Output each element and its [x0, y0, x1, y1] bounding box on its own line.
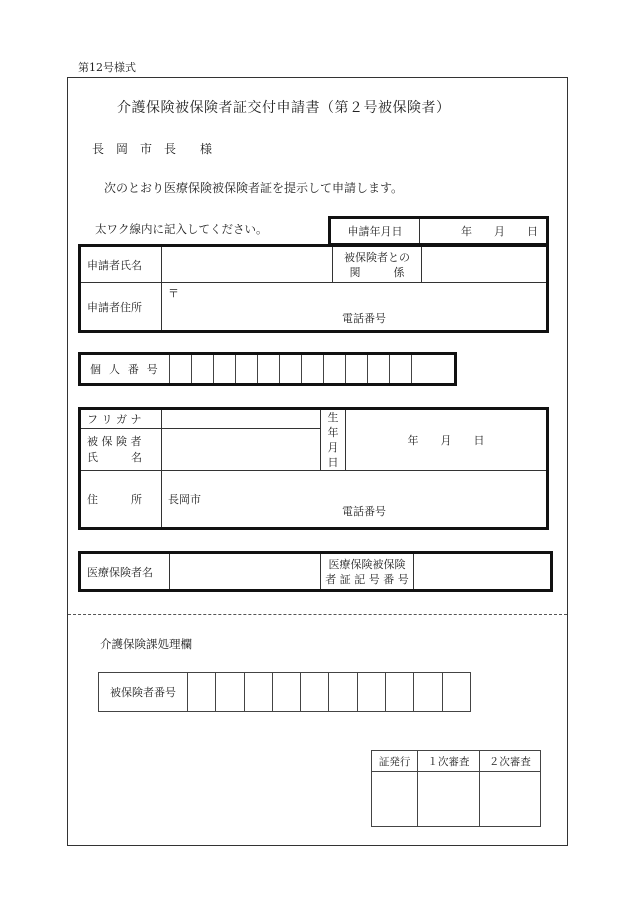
relation-label	[333, 246, 422, 283]
insured-number-digit-cell[interactable]	[357, 673, 385, 712]
insured-name-field[interactable]	[162, 429, 321, 471]
personal-number-box	[78, 352, 457, 386]
insured-address-label: 住 所	[80, 471, 162, 529]
applicant-name-label: 申請者氏名	[80, 246, 162, 283]
insured-number-box	[98, 672, 471, 712]
stamp-label: １次審査	[418, 751, 479, 772]
personal-number-digit-cell[interactable]	[280, 354, 302, 385]
stamp-box[interactable]	[372, 772, 418, 827]
birthdate-field[interactable]: 年 月 日	[346, 409, 548, 471]
insured-number-digit-cell[interactable]	[301, 673, 329, 712]
insurer-label: 医療保険者名	[80, 553, 170, 591]
personal-number-digit-cell[interactable]	[324, 354, 346, 385]
stamp-label: 証発行	[372, 751, 418, 772]
personal-number-digit-cell[interactable]	[346, 354, 368, 385]
birth-label-4: 日	[327, 456, 339, 469]
addressee: 長 岡 市 長 様	[92, 142, 213, 156]
birth-label	[321, 409, 346, 471]
office-divider	[68, 614, 567, 615]
furigana-label: フ リ ガ ナ	[80, 409, 162, 429]
office-section-label: 介護保険課処理欄	[100, 637, 192, 651]
birth-label-1: 生	[327, 411, 339, 424]
cert-number-label	[321, 553, 414, 591]
personal-number-digit-cell[interactable]	[214, 354, 236, 385]
insured-number-digit-cell[interactable]	[414, 673, 442, 712]
insured-phone-label: 電話番号	[342, 505, 386, 518]
form-number: 第12号様式	[78, 61, 136, 74]
intro-text: 次のとおり医療保険被保険者証を提示して申請します。	[104, 181, 404, 195]
cert-number-field[interactable]	[414, 553, 552, 591]
stamp-box[interactable]	[479, 772, 540, 827]
insured-name-label-1: 被 保 険 者	[87, 434, 142, 448]
postal-mark: 〒	[168, 287, 179, 300]
applicant-address-label: 申請者住所	[80, 283, 162, 332]
personal-number-digit-cell[interactable]	[368, 354, 390, 385]
application-date-label: 申請年月日	[330, 218, 420, 245]
insured-box	[78, 407, 549, 530]
applicant-box	[78, 244, 549, 333]
applicant-name-field[interactable]	[162, 246, 333, 283]
stamp-label: ２次審査	[479, 751, 540, 772]
stamp-box[interactable]	[418, 772, 479, 827]
stamp-boxes	[371, 750, 541, 827]
medical-insurance-box	[78, 551, 553, 592]
insured-name-label-2: 氏 名	[87, 450, 142, 464]
relation-label-line2: 関 係	[349, 265, 405, 279]
instruction-note: 太ワク線内に記入してください。	[95, 222, 268, 236]
personal-number-digit-cell[interactable]	[302, 354, 324, 385]
personal-number-digit-cell[interactable]	[412, 354, 456, 385]
insured-number-digit-cell[interactable]	[442, 673, 470, 712]
cert-label-2: 者 証 記 号 番 号	[325, 572, 409, 586]
personal-number-digit-cell[interactable]	[170, 354, 192, 385]
cert-label-1: 医療保険被保険	[328, 557, 406, 571]
relation-label-line1: 被保険者との	[344, 250, 410, 264]
birth-label-3: 月	[327, 441, 339, 454]
application-date-field[interactable]: 年 月 日	[420, 218, 548, 245]
insured-number-digit-cell[interactable]	[272, 673, 300, 712]
personal-number-digit-cell[interactable]	[258, 354, 280, 385]
insured-number-digit-cell[interactable]	[244, 673, 272, 712]
furigana-field[interactable]	[162, 409, 321, 429]
insured-number-digit-cell[interactable]	[329, 673, 357, 712]
insured-number-digit-cell[interactable]	[188, 673, 216, 712]
applicant-address-field[interactable]	[162, 283, 548, 332]
insured-name-label	[80, 429, 162, 471]
personal-number-digit-cell[interactable]	[236, 354, 258, 385]
relation-field[interactable]	[422, 246, 548, 283]
insured-address-field[interactable]	[162, 471, 548, 529]
applicant-phone-label: 電話番号	[342, 312, 386, 325]
form-title: 介護保険被保険者証交付申請書（第２号被保険者）	[117, 100, 451, 116]
insured-number-label: 被保険者番号	[99, 673, 188, 712]
application-date-box	[328, 216, 549, 246]
insured-number-digit-cell[interactable]	[386, 673, 414, 712]
insured-address-value: 長岡市	[168, 493, 201, 506]
birth-label-2: 年	[327, 426, 339, 439]
personal-number-label: 個 人 番 号	[80, 354, 170, 385]
insured-number-digit-cell[interactable]	[216, 673, 244, 712]
personal-number-digit-cell[interactable]	[390, 354, 412, 385]
insurer-field[interactable]	[170, 553, 321, 591]
personal-number-digit-cell[interactable]	[192, 354, 214, 385]
